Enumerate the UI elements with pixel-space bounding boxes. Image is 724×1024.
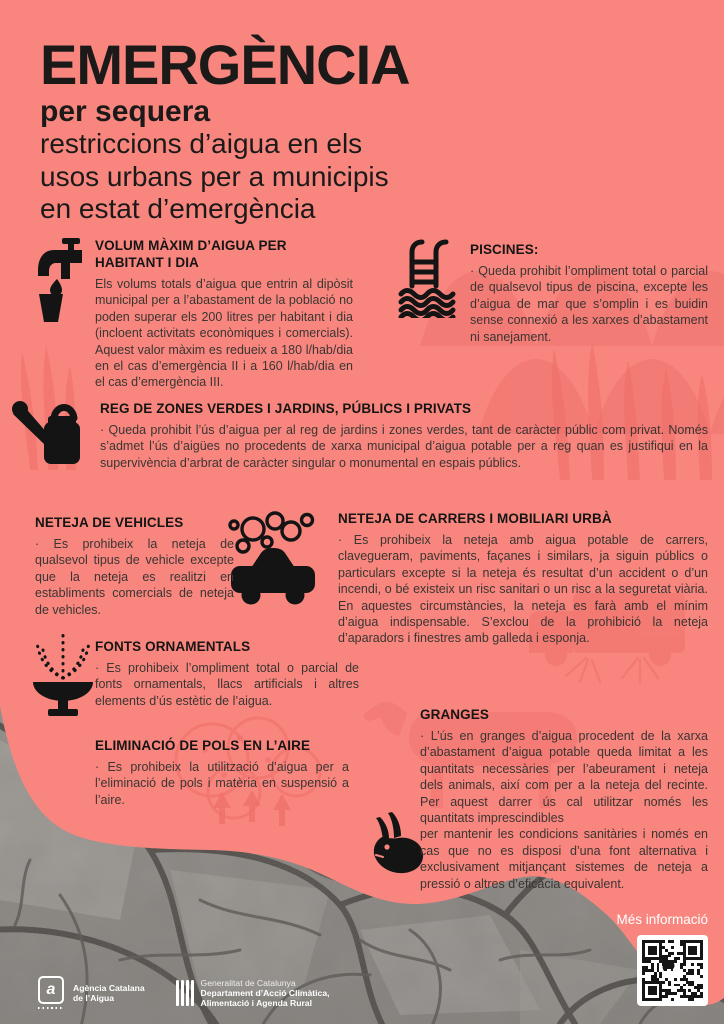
poster-subtitle-line1: restriccions d’aigua en els: [40, 128, 363, 159]
aca-logo-dots: [38, 1007, 64, 1009]
more-info-label: Més informació: [616, 912, 708, 927]
section-piscines-body: · Queda prohibit l’ompliment total o parcial de qualsevol tipus de piscina, excepte les d’aigua de mar que s’omplin i es buidin sense connexió a les xarxes d’abastament ni sanejament.: [470, 264, 708, 344]
gencat-logo-group: [176, 978, 330, 1008]
section-volum-body: Els volums totals d’aigua que entrin al dipòsit municipal per a l’abastament de la població no poden superar els 200 litres per habitant i dia (incloent activitats econòmiques i comercials). Aquest valor màxim es redueix a 180 l/hab/dia en el cas d’emergència II i a 160 l/hab/dia en el cas d’emergència III.: [95, 277, 353, 390]
aca-name-line1: Agència Catalana: [73, 982, 145, 993]
faucet-glass-icon: [36, 236, 90, 324]
gencat-logo-text: [201, 978, 330, 1008]
poster-header: [40, 33, 680, 226]
section-carrers-title: NETEJA DE CARRERS I MOBILIARI URBÀ: [338, 511, 612, 526]
section-piscines: [470, 241, 708, 345]
section-volum-title: VOLUM MÀXIM D’AIGUA PER HABITANT I DIA: [95, 238, 287, 270]
section-fonts-ornamentals: [95, 638, 359, 709]
section-volum-maxim: [95, 237, 353, 391]
aca-logo: [38, 976, 64, 1009]
section-neteja-carrers: [338, 510, 708, 647]
section-pols-title: ELIMINACIÓ DE POLS EN L’AIRE: [95, 738, 311, 753]
section-granges-body2: per mantenir les condicions sanitàries i només en cas que no es disposi d’una font alternativa i exclusivament mitjançant sistemes de neteja a pressió o altres d’eficàcia equivalent.: [420, 827, 708, 891]
watering-can-icon: [12, 396, 98, 476]
car-wash-icon: [222, 508, 324, 614]
section-granges-body: · L’ús en granges d’aigua procedent de la xarxa d’abastament d’aigua potable queda limitat a les quantitats necessàries per l’abeurament i neteja dels animals, així com per a la neteja del recinte. Per aquest darrer ús cal utilitzar només les quantitats imprescindibles: [420, 729, 708, 826]
aca-logo-text: [73, 983, 145, 1003]
section-neteja-vehicles: [35, 514, 234, 618]
section-granges: [420, 706, 708, 892]
aca-logo-mark: [38, 976, 64, 1004]
poster-subtitle-line3: en estat d’emergència: [40, 193, 316, 224]
poster-title: EMERGÈNCIA: [40, 33, 410, 96]
qr-center-logo-icon: [661, 959, 675, 973]
aca-logo-letter: a: [46, 981, 56, 998]
gencat-line3: Alimentació i Agenda Rural: [200, 998, 312, 1008]
poster-subtitle-line2: usos urbans per a municipis: [40, 160, 389, 192]
gencat-logo-mark: [176, 980, 194, 1006]
gencat-line2: Departament d’Acció Climàtica,: [200, 988, 330, 998]
aca-name-line2: de l’Aigua: [73, 992, 115, 1003]
section-reg-title: REG DE ZONES VERDES I JARDINS, PÚBLICS I PRIVATS: [100, 401, 472, 416]
rabbit-icon: [370, 810, 424, 874]
section-granges-title: GRANGES: [420, 707, 489, 722]
aca-logo-group: [38, 976, 145, 1009]
section-piscines-title: PISCINES:: [470, 242, 539, 257]
poster-subtitle-bold: per sequera: [40, 95, 211, 128]
fountain-icon: [31, 620, 95, 718]
section-pols-body: · Es prohibeix la utilització d’aigua per a l’eliminació de pols i matèria en suspensió a l’aire.: [95, 760, 349, 807]
section-eliminacio-pols: [95, 737, 349, 808]
section-fonts-body: · Es prohibeix l’ompliment total o parcial de fonts ornamentals, llacs artificials i altres elements d’ús estètic de l’aigua.: [95, 661, 359, 708]
section-carrers-body: · Es prohibeix la neteja amb aigua potable de carrers, clavegueram, paviments, façanes i similars, ja siguin públics o particulars excepte si la neteja és resultat d’un accident o d’un incendi, o bé existeix un risc sanitari o un risc a la seguretat viària. En aquestes circumstàncies, la neteja es farà amb el mínim d’aigua indispensable. S’exclou de la prohibició la neteja d’aparadors i finestres amb galleda i esponja.: [338, 533, 708, 646]
section-vehicles-title: NETEJA DE VEHICLES: [35, 515, 184, 530]
section-reg-body: · Queda prohibit l’ús d’aigua per al reg de jardins i zones verdes, tant de caràcter públic com privat. Només s’admet l’ús d’aigües no procedents de xarxa municipal d’aigua potable per a reg quan es justifiqui en la supervivència d’arbrat de caràcter singular o monumental en espais públics.: [100, 423, 708, 470]
section-fonts-title: FONTS ORNAMENTALS: [95, 639, 251, 654]
section-reg-zones-verdes: [100, 400, 708, 471]
section-vehicles-body: · Es prohibeix la neteja de qualsevol tipus de vehicle excepte que la neteja es realitzi en establiments comercials de neteja de vehicles.: [35, 537, 234, 617]
pool-ladder-icon: [398, 238, 458, 318]
gencat-line1: Generalitat de Catalunya: [200, 978, 296, 988]
